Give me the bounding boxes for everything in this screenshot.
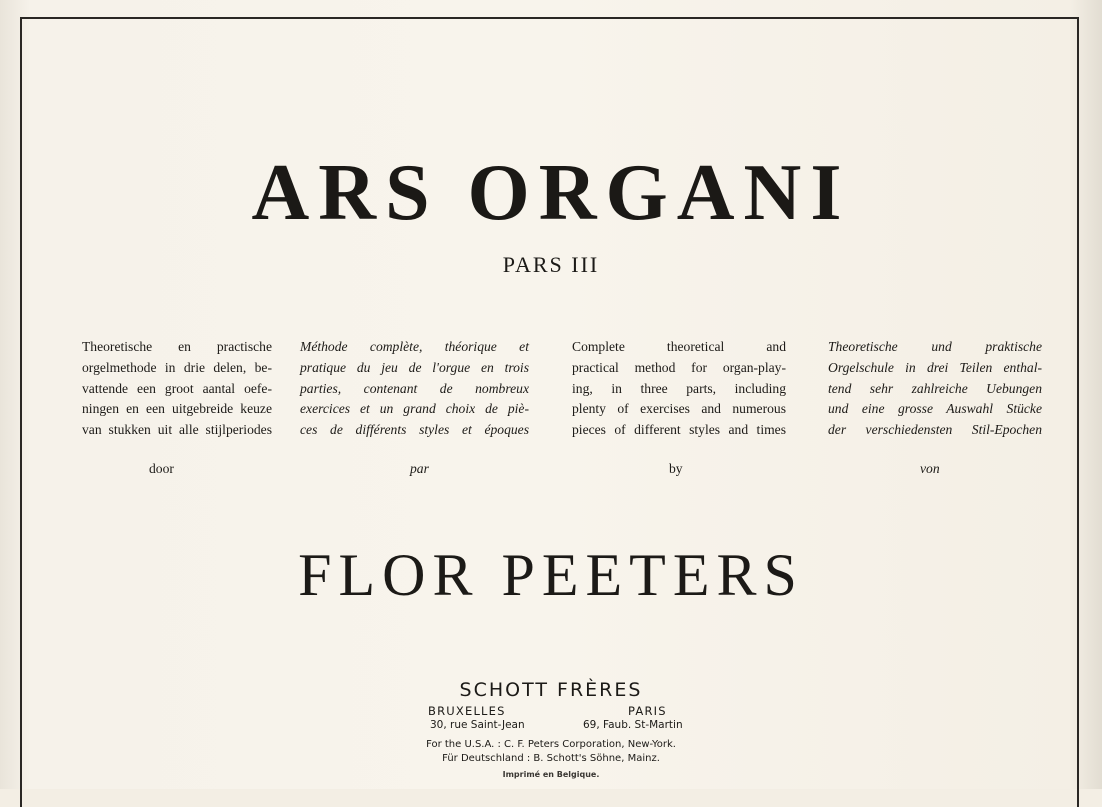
description-english — [572, 337, 786, 441]
author-name: FLOR PEETERS — [298, 542, 804, 608]
by-word-dutch: door — [149, 461, 174, 476]
description-line: vattende een groot aantal oefe- — [82, 380, 272, 396]
description-line: exercices et un grand choix de piè- — [300, 401, 529, 417]
description-german — [828, 337, 1042, 441]
description-line: plenty of exercises and numerous — [572, 401, 786, 417]
by-word-english: by — [669, 461, 683, 476]
by-word-german: von — [920, 461, 940, 476]
description-line: Complete theoretical and — [572, 339, 786, 354]
distributor-germany: Für Deutschland : B. Schott's Söhne, Mainz. — [442, 753, 660, 764]
by-word-french: par — [410, 461, 429, 476]
description-line: Theoretische en practische — [82, 339, 272, 354]
publisher-address-bruxelles: 30, rue Saint-Jean — [430, 719, 525, 731]
description-line: tend sehr zahlreiche Uebungen — [828, 380, 1042, 396]
description-line: ing, in three parts, including — [572, 380, 786, 396]
description-dutch — [82, 337, 272, 441]
imprint-note: Imprimé en Belgique. — [502, 770, 600, 779]
description-line: practical method for organ-play- — [572, 359, 786, 375]
description-line: van stukken uit alle stijlperiodes — [82, 422, 272, 438]
description-line: pieces of different styles and times — [572, 422, 786, 438]
description-line: orgelmethode in drie delen, be- — [82, 359, 272, 375]
description-line: Méthode complète, théorique et — [300, 339, 529, 354]
description-line: parties, contenant de nombreux — [300, 380, 529, 396]
description-line: ces de différents styles et époques — [300, 422, 529, 438]
description-line: pratique du jeu de l'orgue en trois — [300, 359, 529, 375]
description-line: Orgelschule in drei Teilen enthal- — [828, 359, 1042, 375]
description-french — [300, 337, 529, 441]
publisher-name: SCHOTT FRÈRES — [459, 679, 643, 701]
publisher-city-paris: PARIS — [628, 704, 667, 718]
description-line: und eine grosse Auswahl Stücke — [828, 401, 1042, 417]
description-line: ningen en een uitgebreide keuze — [82, 401, 272, 417]
work-title: ARS ORGANI — [251, 149, 851, 237]
description-line: Theoretische und praktische — [828, 339, 1042, 354]
publisher-city-bruxelles: BRUXELLES — [428, 704, 506, 718]
volume-subtitle: PARS III — [502, 252, 600, 277]
description-line: der verschiedensten Stil-Epochen — [828, 422, 1042, 438]
publisher-address-paris: 69, Faub. St-Martin — [583, 719, 683, 731]
distributor-usa: For the U.S.A. : C. F. Peters Corporation, New-York. — [426, 739, 676, 750]
